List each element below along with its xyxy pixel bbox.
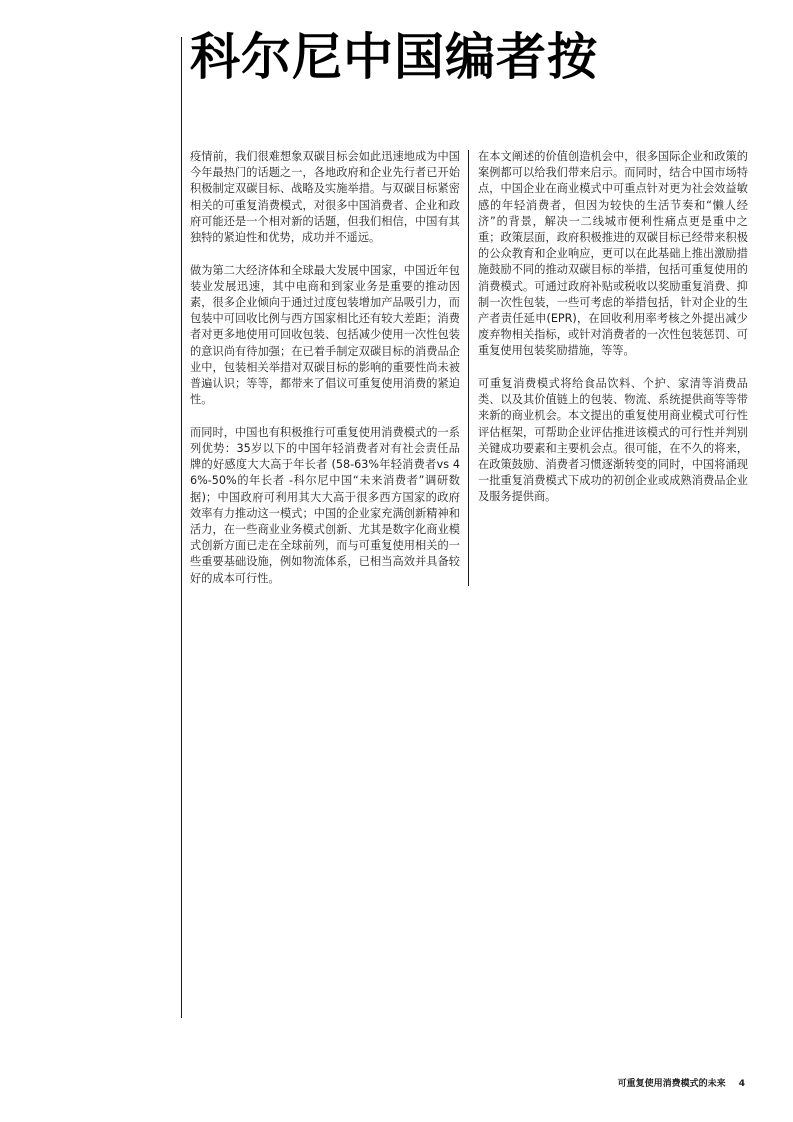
page-title: 科尔尼中国编者按 [190, 28, 598, 86]
paragraph: 可重复消费模式将给食品饮料、个护、家清等消费品类、以及其价值链上的包装、物流、系统提供商等等带来新的商业机会。本文提出的重复使用商业模式可行性评估框架，可帮助企业评估推进该模式的可行性并判别关键成功要素和主要机会点。很可能，在不久的将来，在政策鼓励、消费者习惯逐渐转变的同时，中国将涌现一批重复消费模式下成功的初创企业或成熟消费品企业及服务提供商。 [478, 377, 748, 504]
paragraph: 而同时，中国也有积极推行可重复使用消费模式的一系列优势：35岁以下的中国年轻消费者对有社会责任品牌的好感度大大高于年长者 (58-63%年轻消费者vs 46%-50%的年长者 -科尔尼中国“未来消费者”调研数据)；中国政府可利用其大大高于很多西方国家的政府效率有力推动这一模式；中国的企业家充满创新精神和活力，在一些商业业务模式创新、尤其是数字化商业模式创新方面已走在全球前列，而与可重复使用相关的一些重要基础设施，例如物流体系，已相当高效并具备较好的成本可行性。 [190, 425, 460, 585]
paragraph: 做为第二大经济体和全球最大发展中国家，中国近年包装业发展迅速，其中电商和到家业务是重要的推动因素，很多企业倾向于通过过度包装增加产品吸引力，而包装中可回收比例与西方国家相比还有较大差距；消费者对更多地使用可回收包装、包括减少使用一次性包装的意识尚有待加强；在已着手制定双碳目标的消费品企业中，包装相关举措对双碳目标的影响的重要性尚未被普遍认识；等等，都带来了倡议可重复使用消费的紧迫性。 [190, 263, 460, 407]
column-divider-rule [468, 150, 469, 586]
page-footer [618, 1076, 745, 1089]
page-number: 4 [738, 1079, 745, 1089]
running-title: 可重复使用消费模式的未来 [617, 1079, 726, 1089]
right-column [478, 149, 748, 522]
left-column [190, 149, 460, 603]
paragraph: 疫情前，我们很难想象双碳目标会如此迅速地成为中国今年最热门的话题之一，各地政府和企业先行者已开始积极制定双碳目标、战略及实施举措。与双碳目标紧密相关的可重复消费模式，对很多中国消费者、企业和政府可能还是一个相对新的话题，但我们相信，中国有其独特的紧迫性和优势，成功并不遥远。 [190, 150, 460, 245]
paragraph: 在本文阐述的价值创造机会中，很多国际企业和政策的案例都可以给我们带来启示。而同时，结合中国市场特点，中国企业在商业模式中可重点针对更为社会效益敏感的年轻消费者，但因为较快的生活节奏和“懒人经济”的背景，解决一二线城市便利性痛点更是重中之重；政策层面，政府积极推进的双碳目标已经带来积极的公众教育和企业响应，更可以在此基础上推出激励措施鼓励不同的推动双碳目标的举措，包括可重复使用的消费模式。可通过政府补贴或税收以奖励重复消费、抑制一次性包装，一些可考虑的举措包括，针对企业的生产者责任延申(EPR)，在回收利用率考核之外提出减少废弃物相关指标，或针对消费者的一次性包装惩罚、可重复使用包装奖励措施，等等。 [478, 150, 748, 358]
left-margin-rule [181, 37, 182, 1018]
